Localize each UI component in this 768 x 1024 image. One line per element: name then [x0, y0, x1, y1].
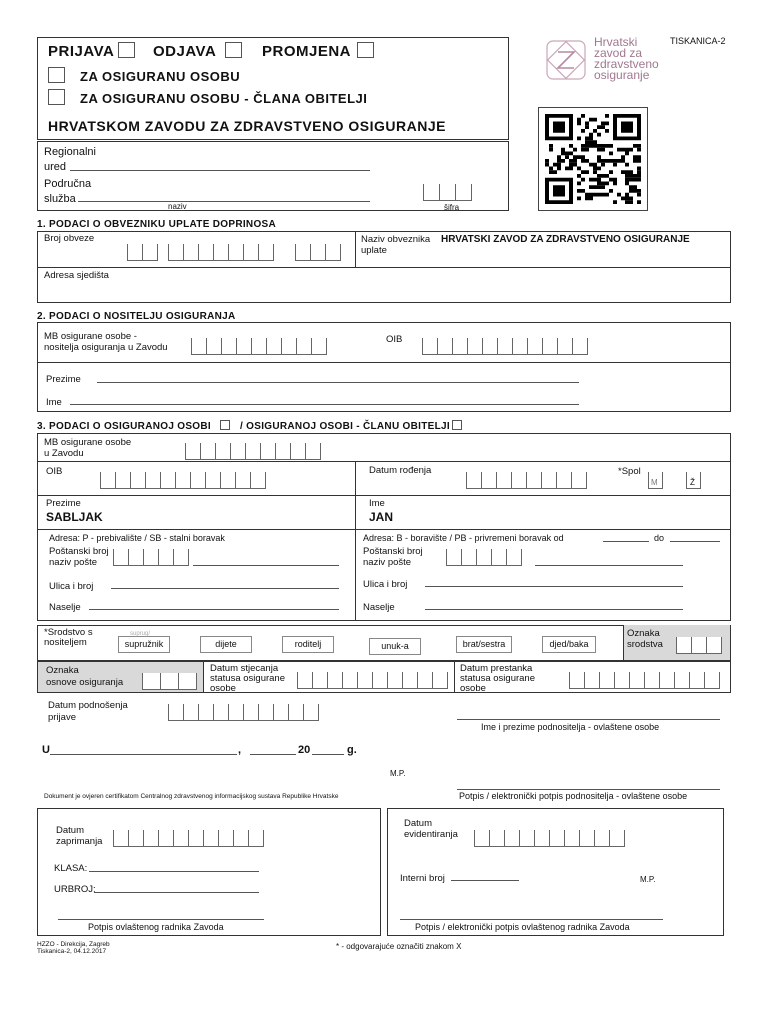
posta-right-line[interactable] [535, 565, 683, 566]
s3-line-2 [37, 495, 731, 496]
postanski-left-1: Poštanski broj [49, 546, 109, 557]
uplate-label: uplate [361, 245, 387, 256]
u-label: U [42, 744, 50, 756]
ime-podnositelja-label: Ime i prezime podnositelja - ovlaštene osobe [481, 722, 660, 732]
s3-divider-v [355, 461, 356, 621]
adresa-b-do-line[interactable] [670, 541, 720, 542]
ulica-left-line[interactable] [111, 588, 339, 589]
logo-line1: Hrvatski [594, 35, 638, 49]
datum-podnosenja-cells[interactable] [168, 704, 319, 721]
potpis-right-label: Potpis / elektronički potpis ovlaštenog radnika Zavoda [415, 922, 630, 932]
srodstvo-suprug[interactable] [118, 636, 170, 653]
prezime-osobe-value[interactable]: SABLJAK [46, 510, 103, 524]
adresa-b-od-line[interactable] [603, 541, 649, 542]
section1-title: 1. PODACI O OBVEZNIKU UPLATE DOPRINOSA [37, 219, 277, 230]
srodstvo-label-2: nositeljem [44, 637, 87, 648]
oznaka-osnove-cells[interactable] [142, 673, 197, 690]
oznaka-osnove-label-2: osnove osiguranja [46, 677, 124, 688]
urbroj-label: URBROJ: [54, 884, 96, 895]
footer-hzzo: HZZO - Direkcija, Zagreb [37, 941, 110, 948]
potpis-podnositelja-label: Potpis / elektronički potpis podnositelja - ovlaštene osobe [459, 791, 688, 801]
postanski-left-cells[interactable] [113, 549, 189, 566]
prezime-nositelja-label: Prezime [46, 374, 81, 385]
prijava-checkbox[interactable] [118, 42, 135, 58]
prezime-osobe-label: Prezime [46, 498, 81, 509]
promjena-label: PROMJENA [262, 43, 352, 60]
datum-prestanka-label-1: Datum prestanka [460, 663, 533, 674]
srodstvo-unuk[interactable] [369, 638, 421, 655]
form-code: TISKANICA-2 [670, 36, 726, 46]
postanski-left-2: naziv pošte [49, 557, 98, 568]
s3-line-1 [37, 461, 731, 462]
datum-evid-label-1: Datum [404, 818, 432, 829]
prijava-label: PRIJAVA [48, 43, 115, 60]
oznaka-srodstva-label-1: Oznaka [627, 628, 660, 639]
sifra-caption: šifra [444, 203, 460, 212]
do-label: do [654, 533, 665, 543]
postanski-right-2: naziv pošte [363, 557, 412, 568]
za-osobu-label: ZA OSIGURANU OSOBU [80, 69, 241, 84]
naziv-obveznika-label: Naziv obveznika [361, 234, 431, 245]
section3-title-b: / OSIGURANOJ OSOBI - ČLANU OBITELJI [240, 421, 450, 432]
naselje-right-line[interactable] [425, 609, 683, 610]
postanski-right-1: Poštanski broj [363, 546, 423, 557]
section3-title-a: 3. PODACI O OSIGURANOJ OSOBI [37, 421, 211, 432]
ime-nositelja-line[interactable] [70, 404, 579, 405]
broj-obveze-label: Broj obveze [44, 233, 95, 244]
interni-broj-line[interactable] [451, 880, 519, 881]
office-mp-label: M.P. [640, 875, 656, 884]
qr-code-icon [538, 107, 648, 211]
oznaka-srodstva-label-2: srodstva [627, 639, 663, 650]
g-label: g. [347, 744, 357, 756]
datum-zaprimanja-label-2: zaprimanja [56, 836, 103, 847]
podrucna-label: Područna [44, 178, 92, 190]
sifra-cells[interactable] [423, 184, 472, 201]
odjava-label: ODJAVA [153, 43, 217, 60]
klasa-label: KLASA: [54, 863, 88, 874]
za-osobu-checkbox[interactable] [48, 67, 65, 83]
ime-osobe-label: Ime [369, 498, 385, 509]
datum-podnosenja-label-2: prijave [48, 712, 76, 723]
oznaka-srodstva-cells[interactable] [676, 637, 722, 654]
datum-rodjenja-cells[interactable] [466, 472, 587, 489]
s3-clan-checkbox[interactable] [452, 420, 462, 430]
obveznik-value: HRVATSKI ZAVOD ZA ZDRAVSTVENO OSIGURANJE [441, 234, 690, 245]
s3-osoba-checkbox[interactable] [220, 420, 230, 430]
datum-evid-cells[interactable] [474, 830, 625, 847]
oib-nositelja-label: OIB [386, 334, 403, 345]
sluzba-label: služba [44, 193, 76, 205]
suprugnik-text: supružnik [124, 639, 164, 649]
srodstvo-dijete[interactable] [200, 636, 252, 653]
datum-stjecanja-label-1: Datum stjecanja [210, 663, 279, 674]
footer-tiskanica: Tiskanica-2, 04.12.2017 [37, 948, 107, 955]
ured-label: ured [44, 161, 67, 173]
certifikat-note: Dokument je ovjeren certifikatom Centralnog zdravstvenog informacijskog sustava Republike Hrvatske [44, 793, 339, 800]
postanski-right-cells[interactable] [446, 549, 522, 566]
oib-nositelja-cells[interactable] [422, 338, 588, 355]
year-label: 20 [298, 744, 311, 756]
datum-stjecanja-label-2: statusa osigurane [210, 673, 285, 684]
s3-line-3 [37, 529, 731, 530]
section2-box [37, 322, 731, 412]
potpis-left-line[interactable] [58, 919, 264, 920]
broj-obveze-cells-3[interactable] [295, 244, 341, 261]
osnova-divider-v [454, 661, 455, 693]
mb-nositelja-cells[interactable] [191, 338, 327, 355]
prezime-nositelja-line[interactable] [97, 382, 579, 383]
naselje-left-line[interactable] [89, 609, 339, 610]
oznaka-osnove-label-1: Oznaka [46, 665, 79, 676]
datum-stjecanja-label-3: osobe [210, 683, 236, 694]
klasa-line[interactable] [89, 871, 259, 872]
odjava-checkbox[interactable] [225, 42, 242, 58]
interni-broj-label: Interni broj [400, 873, 445, 884]
broj-obveze-cells-1[interactable] [127, 244, 158, 261]
datum-evid-label-2: evidentiranja [404, 829, 458, 840]
ime-podnositelja-line[interactable] [457, 719, 720, 720]
posta-left-line[interactable] [193, 565, 339, 566]
spol-m-label: M [651, 478, 658, 487]
section2-divider [37, 362, 731, 363]
ulica-right-label: Ulica i broj [363, 579, 408, 590]
srodstvo-label-1: *Srodstvo s [44, 627, 93, 638]
srodstvo-brat[interactable] [456, 636, 512, 653]
adresa-sjedista-label: Adresa sjedišta [44, 270, 109, 281]
section2-title: 2. PODACI O NOSITELJU OSIGURANJA [37, 311, 236, 322]
ulica-left-label: Ulica i broj [49, 581, 94, 592]
mp-label: M.P. [390, 769, 406, 778]
datum-line[interactable] [250, 754, 296, 755]
sluzba-line[interactable] [78, 201, 370, 202]
roditelj-text: roditelj [294, 639, 322, 649]
oib-osobe-cells[interactable] [100, 472, 266, 489]
mb-nositelja-label-2: nositelja osiguranja u Zavodu [44, 342, 168, 353]
broj-obveze-cells-2[interactable] [168, 244, 274, 261]
mb-osobe-label-2: u Zavodu [44, 448, 84, 459]
logo-line3: zdravstveno [594, 57, 659, 71]
oib-osobe-label: OIB [46, 466, 63, 477]
datum-stjecanja-cells[interactable] [297, 672, 448, 689]
adresa-p-label: Adresa: P - prebivalište / SB - stalni boravak [49, 533, 225, 543]
potpis-podnositelja-line[interactable] [457, 789, 720, 790]
promjena-checkbox[interactable] [357, 42, 374, 58]
section1-divider-v [355, 231, 356, 267]
za-clana-checkbox[interactable] [48, 89, 65, 105]
datum-zaprimanja-label-1: Datum [56, 825, 84, 836]
potpis-right-line[interactable] [400, 919, 663, 920]
ured-line[interactable] [70, 170, 370, 171]
srodstvo-djed[interactable] [542, 636, 596, 653]
brat-text: brat/sestra [462, 639, 506, 649]
datum-prestanka-label-2: statusa osigurane [460, 673, 535, 684]
zavod-label: HRVATSKOM ZAVODU ZA ZDRAVSTVENO OSIGURANJE [48, 118, 446, 134]
regionalni-label: Regionalni [44, 146, 96, 158]
za-clana-label: ZA OSIGURANU OSOBU - ČLANA OBITELJI [80, 91, 368, 106]
mb-nositelja-label-1: MB osigurane osobe - [44, 331, 137, 342]
spol-z-label: Ž [690, 478, 695, 487]
hzzo-logo-icon [543, 37, 589, 83]
dijete-text: dijete [215, 639, 237, 649]
datum-rodjenja-label: Datum rođenja [369, 465, 432, 476]
srodstvo-suprug-top: suprug/ [130, 631, 151, 637]
djed-text: djed/baka [549, 639, 589, 649]
urbroj-line[interactable] [94, 892, 259, 893]
naselje-left-label: Naselje [49, 602, 81, 613]
spol-label: *Spol [618, 466, 641, 477]
datum-zaprimanja-cells[interactable] [113, 830, 264, 847]
year-line[interactable] [312, 754, 344, 755]
mjesto-line[interactable] [50, 754, 237, 755]
naselje-right-label: Naselje [363, 602, 395, 613]
datum-prestanka-label-3: osobe [460, 683, 486, 694]
mb-osobe-label-1: MB osigurane osobe [44, 437, 132, 448]
section1-divider-h [37, 267, 731, 268]
unuk-text: unuk-a [381, 641, 409, 651]
datum-podnosenja-label-1: Datum podnošenja [48, 700, 128, 711]
potpis-left-label: Potpis ovlaštenog radnika Zavoda [88, 922, 224, 932]
office-right-box [387, 808, 724, 936]
srodstvo-roditelj[interactable] [282, 636, 334, 653]
logo-line4: osiguranje [594, 68, 650, 82]
adresa-b-label: Adresa: B - boravište / PB - privremeni boravak od [363, 533, 564, 543]
ime-osobe-value[interactable]: JAN [369, 510, 394, 524]
naziv-caption: naziv [168, 202, 187, 211]
datum-prestanka-cells[interactable] [569, 672, 720, 689]
ime-nositelja-label: Ime [46, 397, 62, 408]
office-left-box [37, 808, 381, 936]
logo-line2: zavod za [594, 46, 643, 60]
comma-label: , [238, 744, 242, 756]
footer-napomena: * - odgovarajuće označiti znakom X [336, 942, 462, 951]
mb-osobe-cells[interactable] [185, 443, 321, 460]
ulica-right-line[interactable] [425, 586, 683, 587]
